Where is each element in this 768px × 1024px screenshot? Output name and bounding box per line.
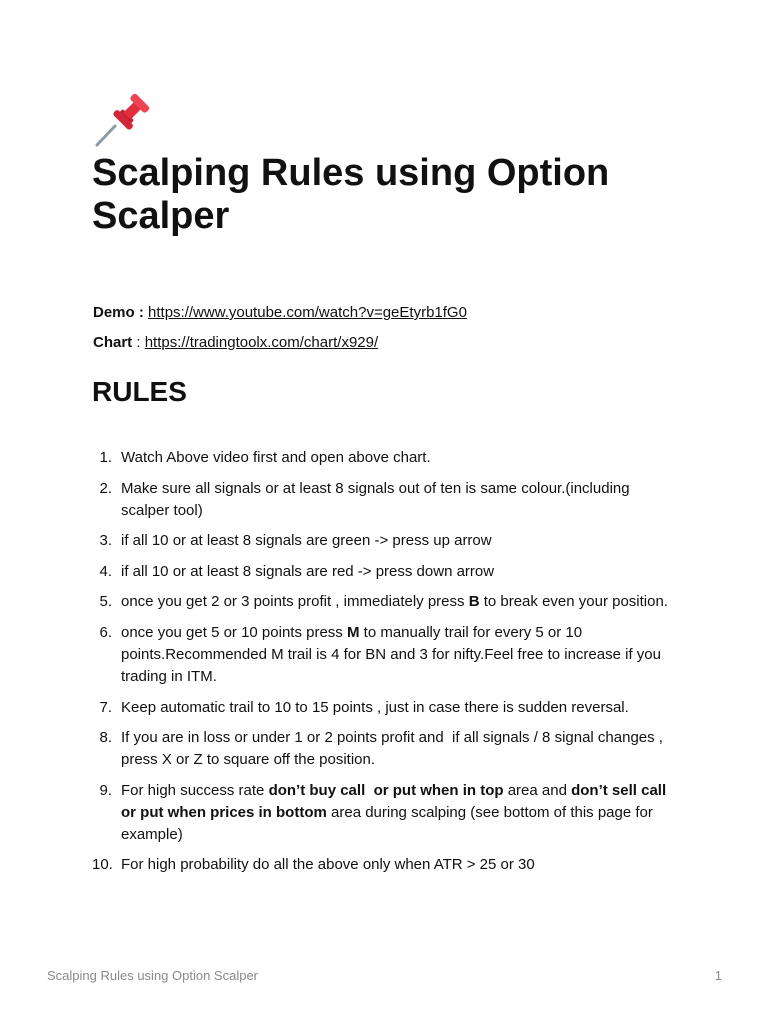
demo-label: Demo : [93,304,144,321]
chart-line [93,328,467,358]
rule-number: 3. [99,532,112,550]
rule-number: 9. [99,781,112,799]
rule-text: area during scalping (see bottom of this page for example) [121,803,658,843]
rule-text: to manually trail for every 5 or 10 points.Recommended M trail is 4 for BN and 3 for nifty.Feel free to increase if you trading in ITM. [121,623,666,685]
pushpin-icon [93,94,151,148]
page-title: Scalping Rules using Option Scalper [92,152,610,237]
rule-number: 10. [92,856,113,874]
rule-text: to break even your position. [479,593,668,611]
rule-item [92,622,682,688]
rule-text-bold: M [346,623,360,641]
rule-item [92,447,682,469]
rules-list [92,447,682,885]
rule-text-bold: don’t buy call or put when in top [268,781,504,799]
rule-text: if all 10 or at least 8 signals are green -> press up arrow [121,532,492,550]
links-block [93,298,467,358]
rule-text: Keep automatic trail to 10 to 15 points , just in case there is sudden reversal. [121,698,629,716]
rule-text: Watch Above video first and open above chart. [121,449,431,466]
rule-item [92,478,682,522]
rule-text: area and [503,781,572,799]
rule-text: If you are in loss or under 1 or 2 points profit and if all signals / 8 signal changes , press X or Z to square off the position. [121,729,668,769]
rule-item [92,591,682,613]
page-number: 1 [714,968,722,983]
rule-item [92,561,682,583]
rule-text-bold: B [468,593,480,611]
rule-number: 6. [99,623,112,641]
demo-link[interactable]: https://www.youtube.com/watch?v=geEtyrb1fG0 [148,304,467,321]
rule-item [92,530,682,552]
rule-text: For high success rate [121,781,269,799]
chart-separator: : [132,334,145,351]
rule-number: 4. [99,562,112,580]
rule-text: once you get 2 or 3 points profit , immediately press [121,593,469,611]
rule-item [92,780,682,846]
rule-text: once you get 5 or 10 points press [121,623,347,641]
rule-text: if all 10 or at least 8 signals are red -> press down arrow [121,562,495,580]
rule-number: 8. [99,729,112,747]
rule-item [92,727,682,771]
rule-item [92,854,682,876]
rule-text: Make sure all signals or at least 8 signals out of ten is same colour.(including scalper tool) [121,479,634,519]
demo-line [93,298,467,328]
rule-number: 7. [99,698,112,716]
rule-number: 5. [99,593,112,611]
footer-title: Scalping Rules using Option Scalper [47,968,259,983]
chart-label: Chart [93,334,133,351]
rule-text: For high probability do all the above only when ATR > 25 or 30 [121,856,535,874]
rule-item [92,697,682,719]
rules-heading: RULES [92,376,187,407]
rule-number: 1. [99,449,112,466]
chart-link[interactable]: https://tradingtoolx.com/chart/x929/ [144,334,379,351]
rule-text-bold: don’t sell call or put when prices in bottom [121,781,671,821]
rule-number: 2. [99,479,112,497]
